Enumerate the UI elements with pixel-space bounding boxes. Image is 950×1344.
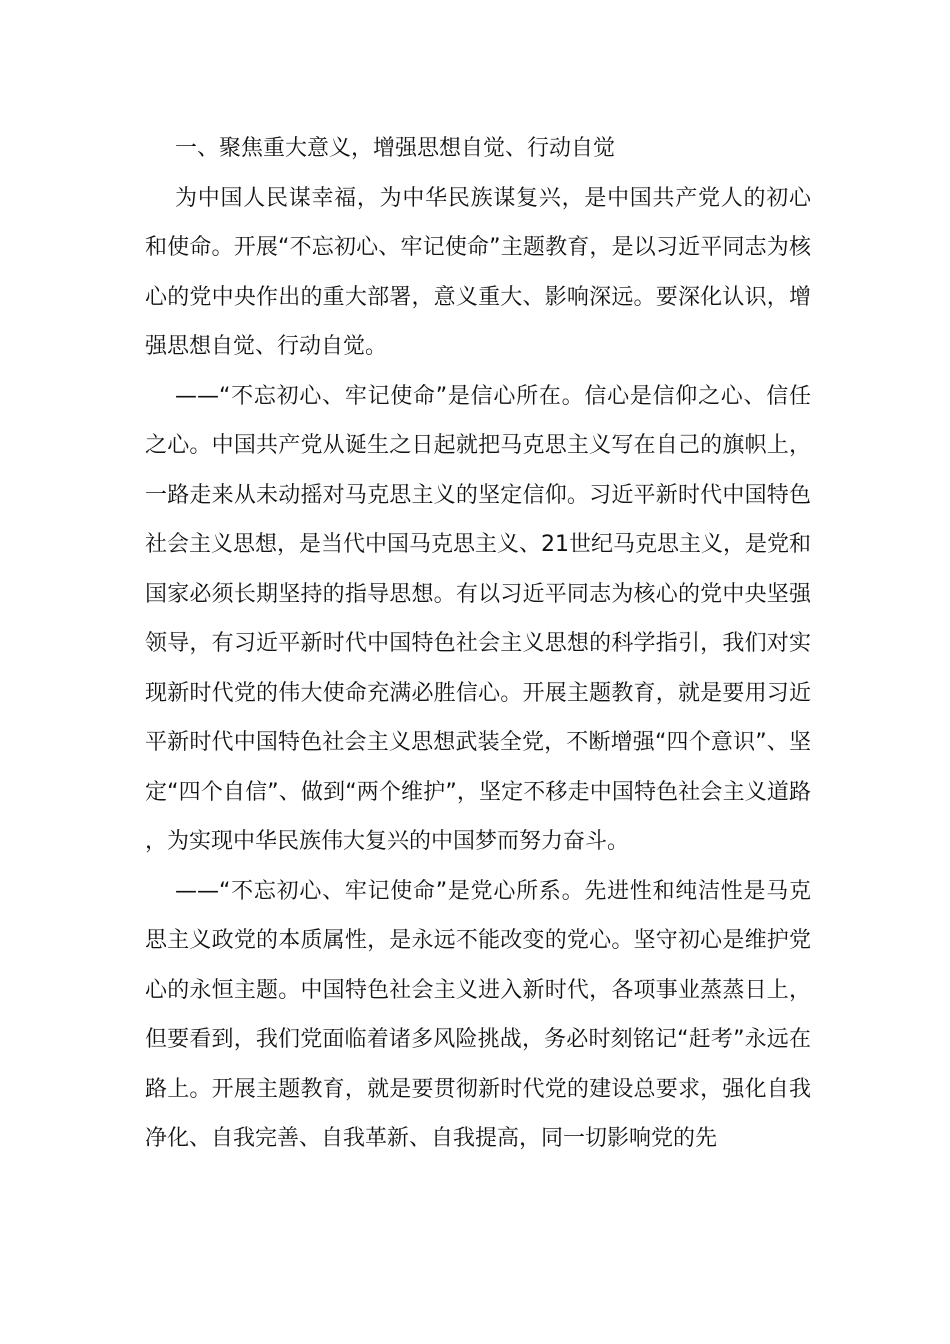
section-heading: 一、聚焦重大意义，增强思想自觉、行动自觉 bbox=[175, 136, 616, 161]
paragraph-intro: 为中国人民谋幸福，为中华民族谋复兴，是中国共产党人的初心和使命。开展“不忘初心、牢记使命”主题教育，是以习近平同志为核心的党中央作出的重大部署，意义重大、影响深远。要深化认识，增强思想自觉、行动自觉。 bbox=[145, 185, 811, 359]
document-body bbox=[145, 124, 811, 1164]
paragraph-party-heart: ——“不忘初心、牢记使命”是党心所系。先进性和纯洁性是马克思主义政党的本质属性，是永远不能改变的党心。坚守初心是维护党心的永恒主题。中国特色社会主义进入新时代，各项事业蒸蒸日上，但要看到，我们党面临着诸多风险挑战，务必时刻铭记“赶考”永远在路上。开展主题教育，就是要贯彻新时代党的建设总要求，强化自我净化、自我完善、自我革新、自我提高，同一切影响党的先 bbox=[145, 878, 811, 1151]
paragraph-confidence: ——“不忘初心、牢记使命”是信心所在。信心是信仰之心、信任之心。中国共产党从诞生之日起就把马克思主义写在自己的旗帜上，一路走来从未动摇对马克思主义的坚定信仰。习近平新时代中国特色社会主义思想，是当代中国马克思主义、21世纪马克思主义，是党和国家必须长期坚持的指导思想。有以习近平同志为核心的党中央坚强领导，有习近平新时代中国特色社会主义思想的科学指引，我们对实现新时代党的伟大使命充满必胜信心。开展主题教育，就是要用习近平新时代中国特色社会主义思想武装全党，不断增强“四个意识”、坚定“四个自信”、做到“两个维护”，坚定不移走中国特色社会主义道路，为实现中华民族伟大复兴的中国梦而努力奋斗。 bbox=[145, 383, 811, 854]
